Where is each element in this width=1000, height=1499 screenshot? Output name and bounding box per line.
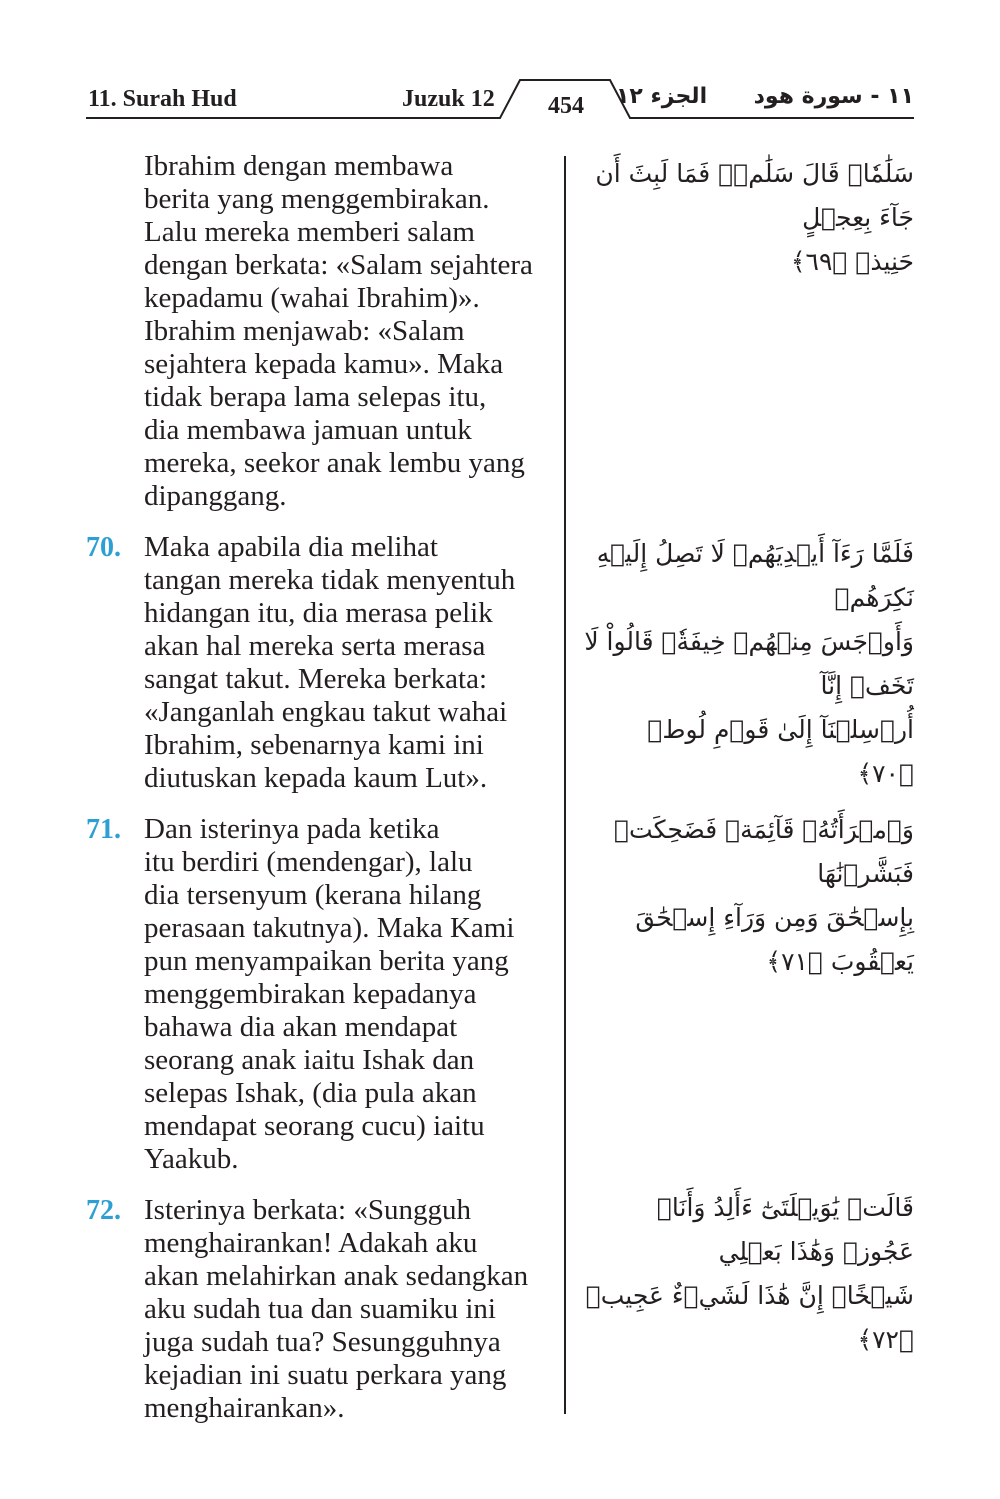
- verse-number: 71.: [86, 814, 121, 845]
- juz-label-arabic: الجزء ١٢: [616, 84, 708, 109]
- verse-70: [86, 531, 556, 795]
- verse-69-continuation: [86, 150, 556, 513]
- translation-column: [86, 150, 556, 1443]
- verse-number: 72.: [86, 1195, 121, 1226]
- surah-title-arabic: ١١ - سورة هود: [753, 84, 914, 109]
- arabic-verse-69: سَلَٰمٗاۖ قَالَ سَلَٰمٞۖ فَمَا لَبِثَ أَن جَآءَ بِعِجۡلٍ حَنِيذٖ ﴿٦٩﴾: [595, 159, 914, 276]
- arabic-verse-72: قَالَتۡ يَٰوَيۡلَتَىٰٓ ءَأَلِدُ وَأَنَا۠ عَجُوزٞ وَهَٰذَا بَعۡلِي شَيۡخًاۖ إِنَّ هَٰذَا لَشَيۡءٌ عَجِيبٞ ﴿٧٢﴾: [585, 1193, 914, 1354]
- arabic-verse-71: وَٱمۡرَأَتُهُۥ قَآئِمَةٞ فَضَحِكَتۡ فَبَشَّرۡنَٰهَا بِإِسۡحَٰقَ وَمِن وَرَآءِ إِسۡحَٰقَ يَعۡقُوبَ ﴿٧١﴾: [614, 815, 914, 976]
- verse-number: 70.: [86, 532, 121, 563]
- verse-translation: Maka apabila dia melihat tangan mereka tidak menyentuh hidangan itu, dia merasa pelik akan hal mereka serta merasa sangat takut. Mereka berkata: «Janganlah engkau takut wahai Ibrahim, sebenarnya kami ini diutuskan kepada kaum Lut».: [144, 531, 516, 794]
- verse-translation: Isterinya berkata: «Sungguh menghairankan! Adakah aku akan melahirkan anak sedangkan aku sudah tua dan suamiku ini juga sudah tua? Sesungguhnya kejadian ini suatu perkara yang menghairankan».: [144, 1194, 529, 1424]
- page-number: 454: [548, 93, 584, 119]
- verse-translation: Dan isterinya pada ketika itu berdiri (mendengar), lalu dia tersenyum (kerana hilang perasaan takutnya). Maka Kami pun menyampaikan berita yang menggembirakan kepadanya bahawa dia akan mendapat seorang anak iaitu Ishak dan selepas Ishak, (dia pula akan mendapat seorang cucu) iaitu Yaakub.: [144, 813, 515, 1175]
- column-divider: [564, 156, 566, 1414]
- verse-71: [86, 813, 556, 1176]
- arabic-verse-70: فَلَمَّا رَءَآ أَيۡدِيَهُمۡ لَا تَصِلُ إِلَيۡهِ نَكِرَهُمۡ وَأَوۡجَسَ مِنۡهُمۡ خِيفَةٗۚ قَالُواْ لَا تَخَفۡ إِنَّآ أُرۡسِلۡنَآ إِلَىٰ قَوۡمِ لُوطٖ ﴿٧٠﴾: [584, 539, 914, 788]
- verse-translation: Ibrahim dengan membawa berita yang menggembirakan. Lalu mereka memberi salam dengan berkata: «Salam sejahtera kepadamu (wahai Ibrahim)». Ibrahim menjawab: «Salam sejahtera kepada kamu». Maka tidak berapa lama selepas itu, dia membawa jamuan untuk mereka, seekor anak lembu yang dipanggang.: [144, 150, 533, 512]
- header-rule: [0, 0, 1000, 140]
- verse-72: [86, 1194, 556, 1425]
- juzuk-label: Juzuk 12: [402, 86, 495, 112]
- surah-title-latin: 11. Surah Hud: [88, 86, 237, 112]
